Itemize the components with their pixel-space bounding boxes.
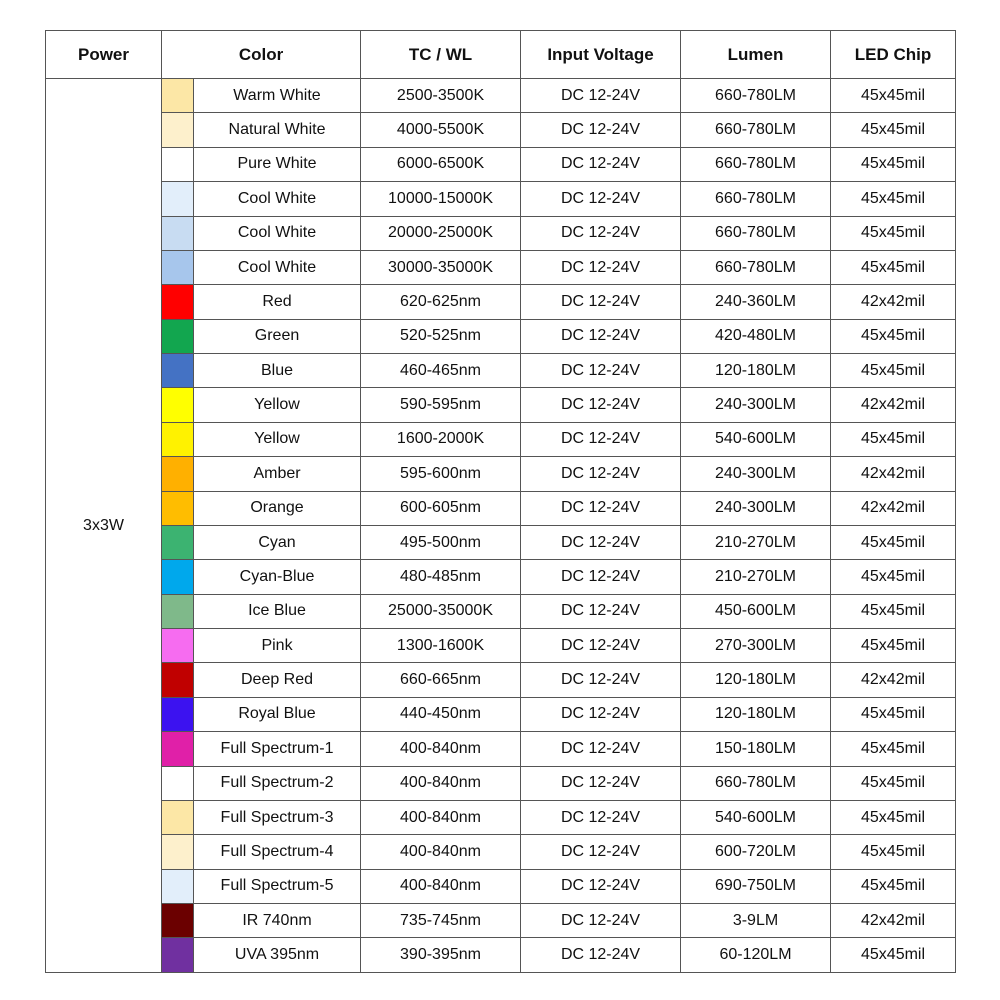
table-row: [46, 525, 956, 559]
color-swatch-cell: [162, 422, 194, 456]
led-chip-cell: 42x42mil: [831, 285, 956, 319]
header-led-chip: LED Chip: [831, 31, 956, 79]
table-row: [46, 835, 956, 869]
color-swatch-cell: [162, 491, 194, 525]
lumen-cell: 600-720LM: [681, 835, 831, 869]
tc-wl-cell: 595-600nm: [361, 457, 521, 491]
led-chip-cell: 45x45mil: [831, 800, 956, 834]
color-name-cell: Pink: [194, 629, 361, 663]
tc-wl-cell: 1600-2000K: [361, 422, 521, 456]
tc-wl-cell: 400-840nm: [361, 835, 521, 869]
color-swatch: [162, 113, 193, 146]
lumen-cell: 240-300LM: [681, 491, 831, 525]
color-name-cell: Full Spectrum-3: [194, 800, 361, 834]
color-swatch: [162, 767, 193, 800]
color-swatch-cell: [162, 457, 194, 491]
color-swatch: [162, 79, 193, 112]
tc-wl-cell: 400-840nm: [361, 800, 521, 834]
table-row: [46, 663, 956, 697]
lumen-cell: 240-360LM: [681, 285, 831, 319]
led-chip-cell: 45x45mil: [831, 422, 956, 456]
lumen-cell: 120-180LM: [681, 354, 831, 388]
color-swatch: [162, 526, 193, 559]
input-voltage-cell: DC 12-24V: [521, 491, 681, 525]
tc-wl-cell: 440-450nm: [361, 697, 521, 731]
tc-wl-cell: 590-595nm: [361, 388, 521, 422]
led-chip-cell: 45x45mil: [831, 766, 956, 800]
color-name-cell: Cyan-Blue: [194, 560, 361, 594]
tc-wl-cell: 20000-25000K: [361, 216, 521, 250]
input-voltage-cell: DC 12-24V: [521, 800, 681, 834]
color-swatch-cell: [162, 147, 194, 181]
input-voltage-cell: DC 12-24V: [521, 113, 681, 147]
header-tc-wl: TC / WL: [361, 31, 521, 79]
lumen-cell: 660-780LM: [681, 113, 831, 147]
table-row: [46, 594, 956, 628]
tc-wl-cell: 620-625nm: [361, 285, 521, 319]
tc-wl-cell: 400-840nm: [361, 869, 521, 903]
lumen-cell: 660-780LM: [681, 250, 831, 284]
color-name-cell: Yellow: [194, 388, 361, 422]
led-chip-cell: 45x45mil: [831, 525, 956, 559]
color-swatch: [162, 938, 193, 972]
color-swatch: [162, 595, 193, 628]
input-voltage-cell: DC 12-24V: [521, 732, 681, 766]
lumen-cell: 120-180LM: [681, 663, 831, 697]
header-row: [46, 31, 956, 79]
table-row: [46, 560, 956, 594]
color-swatch-cell: [162, 354, 194, 388]
input-voltage-cell: DC 12-24V: [521, 354, 681, 388]
lumen-cell: 3-9LM: [681, 904, 831, 938]
table-body: [46, 79, 956, 973]
table-row: [46, 938, 956, 973]
table-row: [46, 79, 956, 113]
lumen-cell: 420-480LM: [681, 319, 831, 353]
color-swatch-cell: [162, 79, 194, 113]
table-row: [46, 388, 956, 422]
color-name-cell: Yellow: [194, 422, 361, 456]
table-row: [46, 869, 956, 903]
table-row: [46, 766, 956, 800]
lumen-cell: 60-120LM: [681, 938, 831, 973]
tc-wl-cell: 390-395nm: [361, 938, 521, 973]
color-name-cell: Green: [194, 319, 361, 353]
tc-wl-cell: 460-465nm: [361, 354, 521, 388]
color-swatch-cell: [162, 319, 194, 353]
led-chip-cell: 45x45mil: [831, 354, 956, 388]
tc-wl-cell: 495-500nm: [361, 525, 521, 559]
color-swatch-cell: [162, 904, 194, 938]
input-voltage-cell: DC 12-24V: [521, 869, 681, 903]
table-row: [46, 319, 956, 353]
led-chip-cell: 45x45mil: [831, 938, 956, 973]
led-chip-cell: 45x45mil: [831, 79, 956, 113]
led-chip-cell: 45x45mil: [831, 697, 956, 731]
input-voltage-cell: DC 12-24V: [521, 938, 681, 973]
header-color: Color: [162, 31, 361, 79]
color-swatch: [162, 182, 193, 215]
color-swatch-cell: [162, 388, 194, 422]
table-row: [46, 904, 956, 938]
led-chip-cell: 42x42mil: [831, 904, 956, 938]
input-voltage-cell: DC 12-24V: [521, 216, 681, 250]
color-swatch-cell: [162, 663, 194, 697]
tc-wl-cell: 25000-35000K: [361, 594, 521, 628]
tc-wl-cell: 400-840nm: [361, 732, 521, 766]
color-swatch: [162, 801, 193, 834]
color-swatch-cell: [162, 869, 194, 903]
led-chip-cell: 45x45mil: [831, 594, 956, 628]
lumen-cell: 240-300LM: [681, 388, 831, 422]
tc-wl-cell: 600-605nm: [361, 491, 521, 525]
table-row: [46, 629, 956, 663]
table-row: [46, 216, 956, 250]
lumen-cell: 210-270LM: [681, 560, 831, 594]
color-name-cell: Ice Blue: [194, 594, 361, 628]
color-name-cell: Blue: [194, 354, 361, 388]
color-swatch: [162, 663, 193, 696]
table-row: [46, 800, 956, 834]
color-swatch: [162, 148, 193, 181]
led-chip-cell: 45x45mil: [831, 216, 956, 250]
input-voltage-cell: DC 12-24V: [521, 319, 681, 353]
input-voltage-cell: DC 12-24V: [521, 457, 681, 491]
tc-wl-cell: 480-485nm: [361, 560, 521, 594]
color-name-cell: Deep Red: [194, 663, 361, 697]
color-swatch: [162, 698, 193, 731]
tc-wl-cell: 30000-35000K: [361, 250, 521, 284]
lumen-cell: 120-180LM: [681, 697, 831, 731]
tc-wl-cell: 4000-5500K: [361, 113, 521, 147]
color-swatch: [162, 870, 193, 903]
color-swatch-cell: [162, 697, 194, 731]
color-swatch: [162, 285, 193, 318]
color-swatch: [162, 320, 193, 353]
led-chip-cell: 42x42mil: [831, 388, 956, 422]
tc-wl-cell: 520-525nm: [361, 319, 521, 353]
color-swatch-cell: [162, 216, 194, 250]
color-name-cell: Pure White: [194, 147, 361, 181]
tc-wl-cell: 2500-3500K: [361, 79, 521, 113]
lumen-cell: 540-600LM: [681, 422, 831, 456]
input-voltage-cell: DC 12-24V: [521, 79, 681, 113]
color-swatch: [162, 629, 193, 662]
color-swatch-cell: [162, 525, 194, 559]
tc-wl-cell: 1300-1600K: [361, 629, 521, 663]
color-swatch: [162, 388, 193, 421]
color-name-cell: Cyan: [194, 525, 361, 559]
led-chip-cell: 45x45mil: [831, 147, 956, 181]
lumen-cell: 450-600LM: [681, 594, 831, 628]
led-chip-cell: 45x45mil: [831, 319, 956, 353]
color-name-cell: Royal Blue: [194, 697, 361, 731]
color-swatch-cell: [162, 835, 194, 869]
input-voltage-cell: DC 12-24V: [521, 766, 681, 800]
color-name-cell: Red: [194, 285, 361, 319]
input-voltage-cell: DC 12-24V: [521, 835, 681, 869]
color-swatch-cell: [162, 629, 194, 663]
color-name-cell: Cool White: [194, 250, 361, 284]
color-name-cell: Amber: [194, 457, 361, 491]
lumen-cell: 690-750LM: [681, 869, 831, 903]
color-name-cell: UVA 395nm: [194, 938, 361, 973]
color-swatch: [162, 423, 193, 456]
lumen-cell: 240-300LM: [681, 457, 831, 491]
input-voltage-cell: DC 12-24V: [521, 388, 681, 422]
tc-wl-cell: 660-665nm: [361, 663, 521, 697]
input-voltage-cell: DC 12-24V: [521, 422, 681, 456]
color-name-cell: Natural White: [194, 113, 361, 147]
lumen-cell: 660-780LM: [681, 182, 831, 216]
input-voltage-cell: DC 12-24V: [521, 697, 681, 731]
color-swatch-cell: [162, 938, 194, 973]
header-lumen: Lumen: [681, 31, 831, 79]
input-voltage-cell: DC 12-24V: [521, 182, 681, 216]
color-name-cell: Cool White: [194, 182, 361, 216]
table-row: [46, 697, 956, 731]
color-swatch-cell: [162, 285, 194, 319]
table-row: [46, 250, 956, 284]
table-row: [46, 491, 956, 525]
tc-wl-cell: 10000-15000K: [361, 182, 521, 216]
led-chip-cell: 45x45mil: [831, 250, 956, 284]
input-voltage-cell: DC 12-24V: [521, 663, 681, 697]
color-swatch-cell: [162, 560, 194, 594]
input-voltage-cell: DC 12-24V: [521, 285, 681, 319]
lumen-cell: 660-780LM: [681, 147, 831, 181]
color-swatch-cell: [162, 732, 194, 766]
color-swatch: [162, 217, 193, 250]
input-voltage-cell: DC 12-24V: [521, 250, 681, 284]
color-swatch: [162, 904, 193, 937]
table-row: [46, 113, 956, 147]
color-swatch-cell: [162, 113, 194, 147]
color-swatch-cell: [162, 250, 194, 284]
color-swatch: [162, 560, 193, 593]
led-chip-cell: 45x45mil: [831, 629, 956, 663]
led-chip-cell: 45x45mil: [831, 869, 956, 903]
led-chip-cell: 45x45mil: [831, 113, 956, 147]
tc-wl-cell: 6000-6500K: [361, 147, 521, 181]
color-swatch: [162, 251, 193, 284]
led-chip-cell: 45x45mil: [831, 835, 956, 869]
color-name-cell: Full Spectrum-4: [194, 835, 361, 869]
table-row: [46, 354, 956, 388]
led-spec-table: [45, 30, 956, 973]
color-swatch-cell: [162, 594, 194, 628]
color-name-cell: Warm White: [194, 79, 361, 113]
input-voltage-cell: DC 12-24V: [521, 560, 681, 594]
color-name-cell: Cool White: [194, 216, 361, 250]
lumen-cell: 150-180LM: [681, 732, 831, 766]
color-swatch-cell: [162, 800, 194, 834]
table-row: [46, 732, 956, 766]
lumen-cell: 660-780LM: [681, 216, 831, 250]
led-chip-cell: 42x42mil: [831, 663, 956, 697]
input-voltage-cell: DC 12-24V: [521, 525, 681, 559]
color-swatch-cell: [162, 766, 194, 800]
table-row: [46, 147, 956, 181]
table-row: [46, 422, 956, 456]
led-chip-cell: 45x45mil: [831, 560, 956, 594]
color-swatch: [162, 457, 193, 490]
input-voltage-cell: DC 12-24V: [521, 147, 681, 181]
table-row: [46, 182, 956, 216]
color-name-cell: Full Spectrum-2: [194, 766, 361, 800]
color-swatch: [162, 835, 193, 868]
table-row: [46, 457, 956, 491]
led-chip-cell: 42x42mil: [831, 491, 956, 525]
color-name-cell: Full Spectrum-1: [194, 732, 361, 766]
input-voltage-cell: DC 12-24V: [521, 594, 681, 628]
color-name-cell: Orange: [194, 491, 361, 525]
tc-wl-cell: 400-840nm: [361, 766, 521, 800]
header-power: Power: [46, 31, 162, 79]
input-voltage-cell: DC 12-24V: [521, 629, 681, 663]
table-row: [46, 285, 956, 319]
led-chip-cell: 42x42mil: [831, 457, 956, 491]
color-name-cell: Full Spectrum-5: [194, 869, 361, 903]
lumen-cell: 660-780LM: [681, 766, 831, 800]
led-chip-cell: 45x45mil: [831, 732, 956, 766]
color-name-cell: IR 740nm: [194, 904, 361, 938]
lumen-cell: 210-270LM: [681, 525, 831, 559]
input-voltage-cell: DC 12-24V: [521, 904, 681, 938]
lumen-cell: 540-600LM: [681, 800, 831, 834]
power-cell: 3x3W: [46, 79, 162, 973]
tc-wl-cell: 735-745nm: [361, 904, 521, 938]
color-swatch: [162, 492, 193, 525]
lumen-cell: 660-780LM: [681, 79, 831, 113]
header-input-voltage: Input Voltage: [521, 31, 681, 79]
lumen-cell: 270-300LM: [681, 629, 831, 663]
color-swatch-cell: [162, 182, 194, 216]
led-chip-cell: 45x45mil: [831, 182, 956, 216]
color-swatch: [162, 354, 193, 387]
color-swatch: [162, 732, 193, 765]
